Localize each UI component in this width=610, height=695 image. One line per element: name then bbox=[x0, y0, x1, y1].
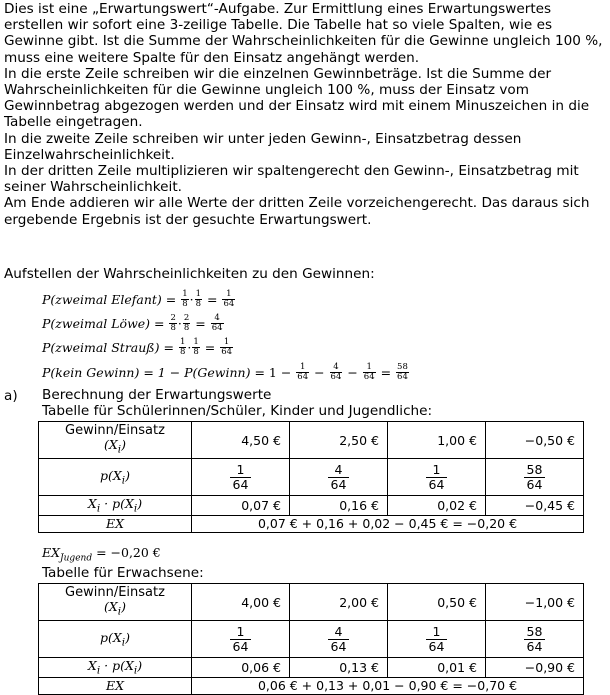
fraction: $\frac{4}{64}$ bbox=[330, 361, 342, 382]
table-row bbox=[39, 584, 584, 621]
value-cell: 0,50 € bbox=[388, 584, 486, 621]
table-row bbox=[39, 459, 584, 496]
product-cell: −0,45 € bbox=[486, 496, 584, 516]
intro-paragraph: Dies ist eine „Erwartungswert“-Aufgabe. Zur Ermittlung eines Erwartungswertes erstellen wir sofort eine 3-zeilige Tabelle. Die Tabelle hat so viele Spalten, wie es Gewinne gibt. Ist die Summe der Wahrscheinlichkeiten für die Gewinne ungleich 100 %, muss eine weitere Spalte für den Einsatz angehängt werden. bbox=[4, 1, 603, 66]
prob-label: P(zweimal Löwe) bbox=[42, 315, 151, 331]
value-cell: 1,00 € bbox=[388, 422, 486, 459]
value-cell: −0,50 € bbox=[486, 422, 584, 459]
header-cell: Gewinn/Einsatz $(X_i)$ bbox=[39, 584, 192, 621]
header-cell: Gewinn/Einsatz $(X_i)$ bbox=[39, 422, 192, 459]
fraction: $\frac{1}{8}$ bbox=[193, 336, 199, 357]
prob-cell: $\frac{1}{64}$ bbox=[388, 621, 486, 658]
ex-jugend: $EX_{Jugend} = -0,20$ € bbox=[42, 545, 161, 564]
ex-value-cell: 0,06 € + 0,13 + 0,01 − 0,90 € = −0,70 € bbox=[192, 677, 584, 694]
ex-label-cell: EX bbox=[39, 677, 192, 694]
value-cell: 2,50 € bbox=[290, 422, 388, 459]
product-cell: 0,02 € bbox=[388, 496, 486, 516]
section-a-title: Berechnung der Erwartungswerte bbox=[42, 387, 272, 403]
product-cell: −0,90 € bbox=[486, 658, 584, 678]
prob-complement: 1 − P(Gewinn) bbox=[157, 364, 251, 380]
intro-text bbox=[4, 1, 606, 228]
fraction: $\frac{1}{64}$ bbox=[297, 361, 309, 382]
fraction: $\frac{1}{8}$ bbox=[195, 288, 202, 309]
ex-value-cell: 0,07 € + 0,16 + 0,02 − 0,45 € = −0,20 € bbox=[192, 515, 584, 532]
prob-elefant: P(zweimal Elefant) = $\frac{1}{8}$ · $\frac{1}{8}$ = $\frac{1}{64}$ bbox=[42, 288, 235, 309]
prob-label: P(kein Gewinn) bbox=[42, 364, 140, 380]
prob-kein-gewinn: P(kein Gewinn) = 1 − P(Gewinn) = 1 − $\frac{1}{64}$ − $\frac{4}{64}$ − $\frac{1}{64}$ = $\frac{58}{64}$ bbox=[42, 361, 408, 382]
product-cell: 0,06 € bbox=[192, 658, 290, 678]
fraction: $\frac{1}{8}$ bbox=[182, 288, 188, 309]
prob-cell: $\frac{4}{64}$ bbox=[290, 621, 388, 658]
table-row bbox=[39, 658, 584, 678]
intro-paragraph: In die zweite Zeile schreiben wir unter jeden Gewinn-, Einsatzbetrag dessen Einzelwahrscheinlichkeit. bbox=[4, 130, 522, 163]
value-cell: 4,50 € bbox=[192, 422, 290, 459]
fraction: $\frac{58}{64}$ bbox=[397, 361, 408, 382]
prob-cell: $\frac{4}{64}$ bbox=[290, 459, 388, 496]
fraction: $\frac{1}{8}$ bbox=[179, 336, 186, 357]
table-row bbox=[39, 515, 584, 532]
prob-loewe: P(zweimal Löwe) = $\frac{2}{8}$ · $\frac{2}{8}$ = $\frac{4}{64}$ bbox=[42, 312, 223, 333]
fraction: $\frac{1}{64}$ bbox=[221, 336, 233, 357]
table-jugendliche bbox=[38, 421, 584, 533]
table-row bbox=[39, 677, 584, 694]
prob-label: P(zweimal Strauß) bbox=[42, 339, 160, 355]
value-cell: 2,00 € bbox=[290, 584, 388, 621]
product-cell: 0,07 € bbox=[192, 496, 290, 516]
table-erwachsene bbox=[38, 583, 584, 695]
intro-paragraph: In die erste Zeile schreiben wir die einzelnen Gewinnbeträge. Ist die Summe der Wahrscheinlichkeiten für die Gewinne ungleich 100 %, muss der Einsatz vom Gewinnbetrag abgezogen werden und der Einsatz wird mit einem Minuszeichen in die Tabelle eingetragen. bbox=[4, 65, 590, 131]
prob-label: P(zweimal Elefant) bbox=[42, 291, 162, 307]
section-a-subtitle: Tabelle für Schülerinnen/Schüler, Kinder und Jugendliche: bbox=[42, 403, 433, 419]
p-label-cell: $p(X_i)$ bbox=[39, 621, 192, 658]
table-row bbox=[39, 422, 584, 459]
intro-paragraph: Am Ende addieren wir alle Werte der dritten Zeile vorzeichengerecht. Das daraus sich ergebende Ergebnis ist der gesuchte Erwartungswert. bbox=[4, 195, 590, 228]
value-cell: 4,00 € bbox=[192, 584, 290, 621]
prob-cell: $\frac{58}{64}$ bbox=[486, 459, 584, 496]
product-label-cell: $X_i \cdot p(X_i)$ bbox=[39, 496, 192, 516]
product-cell: 0,13 € bbox=[290, 658, 388, 678]
prob-cell: $\frac{1}{64}$ bbox=[388, 459, 486, 496]
product-label-cell: $X_i \cdot p(X_i)$ bbox=[39, 658, 192, 678]
fraction: $\frac{1}{64}$ bbox=[363, 361, 375, 382]
fraction: $\frac{4}{64}$ bbox=[211, 312, 223, 333]
probabilities-heading: Aufstellen der Wahrscheinlichkeiten zu den Gewinnen: bbox=[4, 266, 375, 282]
product-cell: 0,01 € bbox=[388, 658, 486, 678]
prob-cell: $\frac{58}{64}$ bbox=[486, 621, 584, 658]
fraction: $\frac{1}{64}$ bbox=[223, 288, 235, 309]
fraction: $\frac{2}{8}$ bbox=[183, 312, 190, 333]
prob-cell: $\frac{1}{64}$ bbox=[192, 459, 290, 496]
prob-cell: $\frac{1}{64}$ bbox=[192, 621, 290, 658]
p-label-cell: $p(X_i)$ bbox=[39, 459, 192, 496]
section-a-label: a) bbox=[4, 388, 18, 404]
prob-strauss: P(zweimal Strauß) = $\frac{1}{8}$ · $\frac{1}{8}$ = $\frac{1}{64}$ bbox=[42, 336, 233, 357]
table2-title: Tabelle für Erwachsene: bbox=[42, 565, 204, 581]
ex-label-cell: EX bbox=[39, 515, 192, 532]
table-row bbox=[39, 496, 584, 516]
product-cell: 0,16 € bbox=[290, 496, 388, 516]
fraction: $\frac{2}{8}$ bbox=[170, 312, 176, 333]
table-row bbox=[39, 621, 584, 658]
intro-paragraph: In der dritten Zeile multiplizieren wir spaltengerecht den Gewinn-, Einsatzbetrag mit seiner Wahrscheinlichkeit. bbox=[4, 163, 579, 196]
value-cell: −1,00 € bbox=[486, 584, 584, 621]
